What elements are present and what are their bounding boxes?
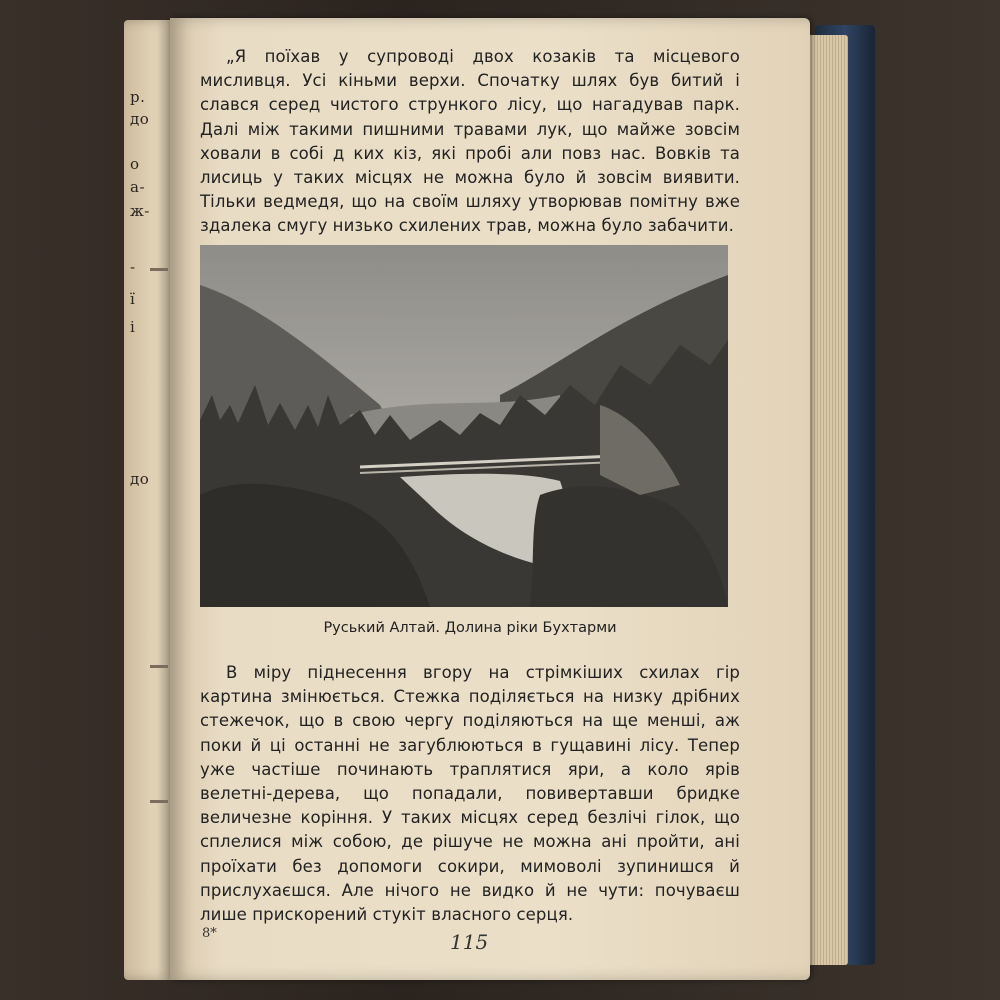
left-fragment: о [130,155,140,173]
left-fragment: р. [130,88,146,106]
binding-stitch [150,268,168,271]
left-page[interactable] [124,20,172,980]
signature-mark: 8* [202,926,217,941]
left-fragment: до [130,110,150,128]
left-fragment: - [130,258,136,276]
left-fragment: ж- [130,202,150,220]
page-number: 115 [450,930,489,954]
paragraph-2: В міру піднесення вгору на стрімкіших схилах гір картина змінюється. Стежка поділяється на низку дрібних стежечок, що в свою чергу поділяються на ще менші, аж поки й ці останні не загублюються в гущавині лісу. Тепер уже частіше починають траплятися яри, а коло ярів велетні-дерева, що попадали, повивертавши бридке величезне коріння. У таких місцях серед безлічі гілок, що сплелися між собою, де рішуче не можна ані пройти, ані проїхати без допомоги сокири, мимоволі зупинишся й прислухаєшся. Але нічого не видко й не чути: почуваєш лише прискорений стукіт власного серця. [200,663,740,925]
binding-stitch [150,665,168,668]
left-fragment: ї [130,290,136,308]
photo-illustration [200,245,728,607]
paragraph-1: „Я поїхав у супроводі двох козаків та місцевого мисливця. Усі кіньми верхи. Спочатку шлях був битий і слався серед чистого стрункого лісу, що нагадував парк. Далі між такими пишними травами лук, що майже зовсім ховали в собі д ких кіз, які пробі али повз нас. Вовків та лисиць у таких місцях не можна було й зовсім виявити. Тільки ведмедя, що на своїм шляху утворював помітну вже здалека смугу низько схилених трав, можна було забачити. [200,47,740,236]
photo-altai-valley [200,245,728,607]
left-fragment: а- [130,178,146,196]
left-fragment: до [130,470,150,488]
binding-stitch [150,800,168,803]
right-page[interactable] [170,18,810,980]
left-fragment: і [130,318,136,336]
photo-caption: Руський Алтай. Долина ріки Бухтарми [323,620,617,636]
